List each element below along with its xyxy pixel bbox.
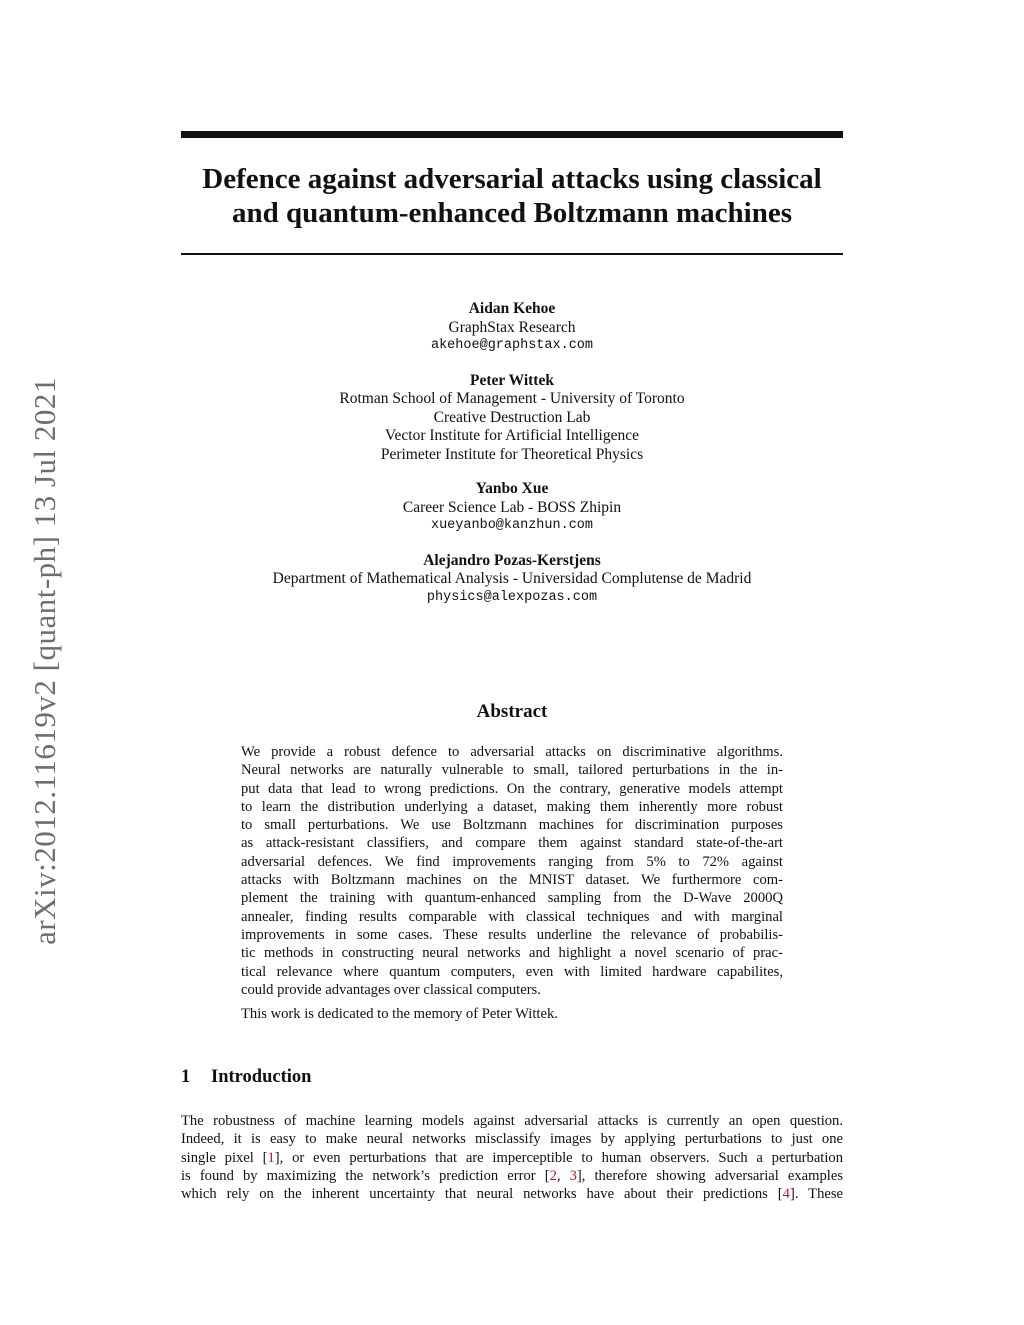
citation-link[interactable]: 2 [549, 1167, 557, 1184]
intro-line [181, 1112, 843, 1130]
abstract-line: as attack-resistant classifiers, and compare them against standard state-of-the-art [241, 835, 783, 852]
abstract-line: attacks with Boltzmann machines on the MNIST dataset. We furthermore com- [241, 872, 783, 889]
author-name: Aidan Kehoe [468, 300, 556, 317]
intro-text: Indeed, it is easy to make neural networks misclassify images by applying perturbations to just one [181, 1131, 843, 1148]
title-bottom-rule [181, 253, 843, 255]
title-line: Defence against adversarial attacks using classical [202, 163, 822, 195]
intro-line [181, 1167, 843, 1185]
intro-text: , [556, 1167, 570, 1184]
author-entry [181, 552, 843, 608]
abstract-line: adversarial defences. We find improvements ranging from 5% to 72% against [241, 853, 783, 870]
abstract-line: to learn the distribution underlying a dataset, making them inherently more robust [241, 798, 783, 815]
abstract-body [241, 743, 783, 1023]
author-affiliation: Career Science Lab - BOSS Zhipin [402, 498, 622, 516]
abstract-line: to small perturbations. We use Boltzmann machines for discrimination purposes [241, 817, 783, 834]
intro-text: which rely on the inherent uncertainty that neural networks have about their predictions [ [181, 1186, 783, 1203]
section-heading [181, 1066, 311, 1088]
author-affiliation: Vector Institute for Artificial Intelligence [385, 427, 639, 444]
author-entry [181, 372, 843, 465]
citation-link[interactable]: 1 [267, 1149, 275, 1166]
abstract-heading: Abstract [476, 701, 548, 722]
dedication: This work is dedicated to the memory of Peter Wittek. [241, 1006, 558, 1023]
intro-text: is found by maximizing the network’s prediction error [ [181, 1167, 550, 1184]
arxiv-side-identifier: arXiv:2012.11619v2 [quant-ph] 13 Jul 2021 [27, 377, 62, 945]
author-entry [181, 300, 843, 356]
intro-text: ], or even perturbations that are imperceptible to human observers. Such a perturbation [274, 1149, 843, 1166]
intro-text: ], therefore showing adversarial examples [576, 1167, 844, 1184]
author-block [181, 300, 843, 623]
abstract-line: We provide a robust defence to adversarial attacks on discriminative algorithms. [241, 744, 783, 760]
author-affiliation: Rotman School of Management - University of Toronto [339, 390, 685, 407]
author-affiliation: Creative Destruction Lab [433, 408, 591, 426]
author-entry [181, 480, 843, 536]
title-top-rule [181, 131, 843, 138]
author-name: Yanbo Xue [475, 480, 549, 497]
abstract-line: annealer, finding results comparable with classical techniques and with marginal [241, 908, 783, 925]
intro-text: The robustness of machine learning models against adversarial attacks is currently an open question. [181, 1113, 843, 1129]
introduction-body [181, 1112, 843, 1203]
author-name: Alejandro Pozas-Kerstjens [423, 551, 601, 569]
abstract-line: Neural networks are naturally vulnerable to small, tailored perturbations in the in- [241, 762, 783, 779]
citation-link[interactable]: 3 [569, 1167, 577, 1184]
intro-text: single pixel [ [181, 1149, 268, 1166]
title-line: and quantum-enhanced Boltzmann machines [232, 197, 792, 229]
author-email[interactable]: physics@alexpozas.com [426, 589, 598, 605]
section-title: Introduction [211, 1067, 312, 1087]
abstract-line: tic methods in constructing neural networks and highlight a novel scenario of prac- [241, 945, 783, 962]
intro-text: ]. These [789, 1186, 843, 1203]
citation-link[interactable]: 4 [782, 1186, 790, 1203]
paper-title [150, 162, 874, 230]
author-affiliation: Department of Mathematical Analysis - Universidad Complutense de Madrid [272, 570, 752, 587]
author-name: Peter Wittek [470, 371, 554, 389]
intro-line [181, 1149, 843, 1167]
abstract-line: tical relevance where quantum computers, even with limited hardware capabilites, [241, 963, 783, 980]
author-email[interactable]: akehoe@graphstax.com [430, 338, 594, 353]
abstract-line: put data that lead to wrong predictions. On the contrary, generative models attempt [241, 780, 783, 797]
section-number: 1 [181, 1067, 191, 1087]
abstract-line: improvements in some cases. These results underline the relevance of probabilis- [241, 926, 783, 943]
intro-line [181, 1185, 843, 1203]
intro-line [181, 1130, 843, 1148]
author-email[interactable]: xueyanbo@kanzhun.com [430, 518, 594, 533]
abstract-line: could provide advantages over classical computers. [241, 981, 541, 998]
author-affiliation: GraphStax Research [448, 318, 576, 336]
author-affiliation: Perimeter Institute for Theoretical Physics [380, 445, 644, 463]
abstract-line: plement the training with quantum-enhanced sampling from the D-Wave 2000Q [241, 890, 783, 907]
